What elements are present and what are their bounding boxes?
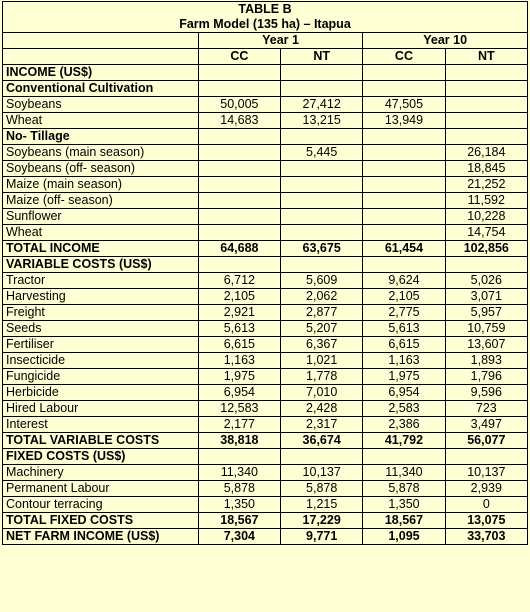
- row-value: [198, 209, 280, 225]
- row-value: [198, 81, 280, 97]
- row-value: 2,775: [363, 305, 445, 321]
- row-value: 14,683: [198, 113, 280, 129]
- row-value: 17,229: [281, 513, 363, 529]
- row-value: [198, 65, 280, 81]
- row-value: [363, 145, 445, 161]
- row-value: 2,877: [281, 305, 363, 321]
- row-label: Permanent Labour: [3, 481, 199, 497]
- row-value: 1,975: [363, 369, 445, 385]
- row-value: [198, 177, 280, 193]
- row-value: [363, 257, 445, 273]
- table-row-data: [3, 97, 528, 113]
- row-value: [281, 161, 363, 177]
- farm-model-table: [2, 1, 528, 545]
- table-title-line1: TABLE B: [238, 2, 292, 16]
- row-value: [281, 209, 363, 225]
- table-row-data: [3, 161, 528, 177]
- row-value: 9,624: [363, 273, 445, 289]
- row-value: 27,412: [281, 97, 363, 113]
- row-value: 1,975: [198, 369, 280, 385]
- row-value: 1,893: [445, 353, 527, 369]
- row-value: 5,957: [445, 305, 527, 321]
- row-value: [445, 81, 527, 97]
- row-value: [363, 129, 445, 145]
- table-row-data: [3, 321, 528, 337]
- row-label: Interest: [3, 417, 199, 433]
- row-value: 7,304: [198, 529, 280, 545]
- row-value: 10,137: [445, 465, 527, 481]
- row-value: 5,878: [198, 481, 280, 497]
- table-row-data: [3, 113, 528, 129]
- row-value: 6,954: [363, 385, 445, 401]
- row-value: 18,845: [445, 161, 527, 177]
- subheader-year1-cc: CC: [198, 49, 280, 65]
- row-value: 36,674: [281, 433, 363, 449]
- row-value: 12,583: [198, 401, 280, 417]
- row-value: [363, 193, 445, 209]
- row-value: 13,215: [281, 113, 363, 129]
- row-value: 5,878: [281, 481, 363, 497]
- subheader-year1-nt: NT: [281, 49, 363, 65]
- row-value: 38,818: [198, 433, 280, 449]
- row-value: 26,184: [445, 145, 527, 161]
- table-row-data: [3, 289, 528, 305]
- row-value: 2,177: [198, 417, 280, 433]
- row-label: Freight: [3, 305, 199, 321]
- table-row-data: [3, 417, 528, 433]
- row-value: 2,428: [281, 401, 363, 417]
- row-value: [198, 225, 280, 241]
- row-value: 1,778: [281, 369, 363, 385]
- table-row-data: [3, 401, 528, 417]
- row-value: 21,252: [445, 177, 527, 193]
- row-value: [363, 225, 445, 241]
- row-value: 2,105: [198, 289, 280, 305]
- row-value: 18,567: [363, 513, 445, 529]
- row-value: 3,497: [445, 417, 527, 433]
- row-value: 5,026: [445, 273, 527, 289]
- row-value: 10,228: [445, 209, 527, 225]
- farm-model-table-container: [2, 1, 528, 545]
- row-value: 2,921: [198, 305, 280, 321]
- row-value: 56,077: [445, 433, 527, 449]
- row-value: 11,340: [363, 465, 445, 481]
- row-label: Contour terracing: [3, 497, 199, 513]
- row-value: 5,613: [363, 321, 445, 337]
- row-label: FIXED COSTS (US$): [3, 449, 199, 465]
- table-row-section: [3, 257, 528, 273]
- row-value: 6,367: [281, 337, 363, 353]
- row-value: 6,615: [363, 337, 445, 353]
- table-row-data: [3, 369, 528, 385]
- row-value: 41,792: [363, 433, 445, 449]
- row-label: TOTAL VARIABLE COSTS: [3, 433, 199, 449]
- row-value: [198, 129, 280, 145]
- table-title: [3, 2, 528, 33]
- row-label: Herbicide: [3, 385, 199, 401]
- row-label: Machinery: [3, 465, 199, 481]
- row-value: [281, 177, 363, 193]
- row-value: [281, 257, 363, 273]
- row-value: 1,796: [445, 369, 527, 385]
- row-value: 6,954: [198, 385, 280, 401]
- row-value: 6,712: [198, 273, 280, 289]
- row-label: VARIABLE COSTS (US$): [3, 257, 199, 273]
- row-value: 47,505: [363, 97, 445, 113]
- row-value: 2,583: [363, 401, 445, 417]
- row-value: 5,609: [281, 273, 363, 289]
- row-value: 14,754: [445, 225, 527, 241]
- row-value: [363, 449, 445, 465]
- row-value: [281, 81, 363, 97]
- row-value: 64,688: [198, 241, 280, 257]
- row-value: [445, 97, 527, 113]
- row-value: 9,771: [281, 529, 363, 545]
- table-row-data: [3, 273, 528, 289]
- table-row-total: [3, 513, 528, 529]
- row-value: 2,105: [363, 289, 445, 305]
- table-row-data: [3, 225, 528, 241]
- row-label: Soybeans (off- season): [3, 161, 199, 177]
- row-label: Hired Labour: [3, 401, 199, 417]
- row-label: Maize (main season): [3, 177, 199, 193]
- row-label: Fungicide: [3, 369, 199, 385]
- row-value: [445, 113, 527, 129]
- row-label: Sunflower: [3, 209, 199, 225]
- table-row-data: [3, 209, 528, 225]
- row-value: 11,592: [445, 193, 527, 209]
- table-row-data: [3, 177, 528, 193]
- table-row-data: [3, 465, 528, 481]
- table-row-total: [3, 433, 528, 449]
- row-value: 1,021: [281, 353, 363, 369]
- row-value: 1,095: [363, 529, 445, 545]
- row-value: 13,075: [445, 513, 527, 529]
- row-value: [363, 65, 445, 81]
- row-value: [281, 225, 363, 241]
- row-label: Tractor: [3, 273, 199, 289]
- row-label: Soybeans: [3, 97, 199, 113]
- row-value: [445, 129, 527, 145]
- table-row-subsection: [3, 81, 528, 97]
- row-value: 6,615: [198, 337, 280, 353]
- table-row-subsection: [3, 129, 528, 145]
- row-value: 5,613: [198, 321, 280, 337]
- row-value: 10,137: [281, 465, 363, 481]
- row-value: 1,350: [198, 497, 280, 513]
- table-row-data: [3, 481, 528, 497]
- row-label: Wheat: [3, 225, 199, 241]
- row-value: 1,163: [363, 353, 445, 369]
- table-row-data: [3, 497, 528, 513]
- row-value: 3,071: [445, 289, 527, 305]
- row-value: [198, 257, 280, 273]
- year-10-header: Year 10: [363, 33, 528, 49]
- table-title-row: [3, 2, 528, 33]
- row-value: [363, 177, 445, 193]
- row-value: 61,454: [363, 241, 445, 257]
- row-label: No- Tillage: [3, 129, 199, 145]
- row-value: 2,317: [281, 417, 363, 433]
- table-row-data: [3, 337, 528, 353]
- row-value: 102,856: [445, 241, 527, 257]
- table-row-section: [3, 449, 528, 465]
- table-title-line2: Farm Model (135 ha) – Itapua: [179, 17, 351, 31]
- row-label: NET FARM INCOME (US$): [3, 529, 199, 545]
- row-value: [445, 65, 527, 81]
- row-value: [198, 145, 280, 161]
- year-header-row: [3, 33, 528, 49]
- row-label: Wheat: [3, 113, 199, 129]
- row-value: 63,675: [281, 241, 363, 257]
- row-value: [198, 161, 280, 177]
- table-row-data: [3, 145, 528, 161]
- row-value: 11,340: [198, 465, 280, 481]
- row-label: Fertiliser: [3, 337, 199, 353]
- row-value: [281, 129, 363, 145]
- row-value: [363, 81, 445, 97]
- subheader-row: [3, 49, 528, 65]
- row-value: [363, 209, 445, 225]
- row-label: Conventional Cultivation: [3, 81, 199, 97]
- row-label: Soybeans (main season): [3, 145, 199, 161]
- row-value: 50,005: [198, 97, 280, 113]
- subheader-year10-cc: CC: [363, 49, 445, 65]
- row-label: Harvesting: [3, 289, 199, 305]
- row-label: Maize (off- season): [3, 193, 199, 209]
- row-value: 1,163: [198, 353, 280, 369]
- row-value: [363, 161, 445, 177]
- row-value: [281, 65, 363, 81]
- subheader-year10-nt: NT: [445, 49, 527, 65]
- table-row-data: [3, 385, 528, 401]
- row-label: TOTAL FIXED COSTS: [3, 513, 199, 529]
- row-value: 2,386: [363, 417, 445, 433]
- row-value: [198, 193, 280, 209]
- row-label: TOTAL INCOME: [3, 241, 199, 257]
- year-1-header: Year 1: [198, 33, 363, 49]
- table-row-data: [3, 193, 528, 209]
- row-value: 13,607: [445, 337, 527, 353]
- row-value: 5,445: [281, 145, 363, 161]
- row-value: 33,703: [445, 529, 527, 545]
- table-row-total: [3, 241, 528, 257]
- row-value: 1,350: [363, 497, 445, 513]
- row-value: [445, 449, 527, 465]
- row-value: 7,010: [281, 385, 363, 401]
- row-value: 13,949: [363, 113, 445, 129]
- year-header-empty: [3, 33, 199, 49]
- row-value: 723: [445, 401, 527, 417]
- table-row-section: [3, 65, 528, 81]
- row-value: 5,207: [281, 321, 363, 337]
- row-value: 1,215: [281, 497, 363, 513]
- row-value: 2,939: [445, 481, 527, 497]
- row-label: Seeds: [3, 321, 199, 337]
- row-label: INCOME (US$): [3, 65, 199, 81]
- row-value: [198, 449, 280, 465]
- row-label: Insecticide: [3, 353, 199, 369]
- subheader-empty: [3, 49, 199, 65]
- table-row-data: [3, 305, 528, 321]
- row-value: [281, 193, 363, 209]
- row-value: 2,062: [281, 289, 363, 305]
- row-value: [445, 257, 527, 273]
- row-value: 18,567: [198, 513, 280, 529]
- row-value: [281, 449, 363, 465]
- table-row-total: [3, 529, 528, 545]
- row-value: 10,759: [445, 321, 527, 337]
- row-value: 0: [445, 497, 527, 513]
- row-value: 9,596: [445, 385, 527, 401]
- table-row-data: [3, 353, 528, 369]
- row-value: 5,878: [363, 481, 445, 497]
